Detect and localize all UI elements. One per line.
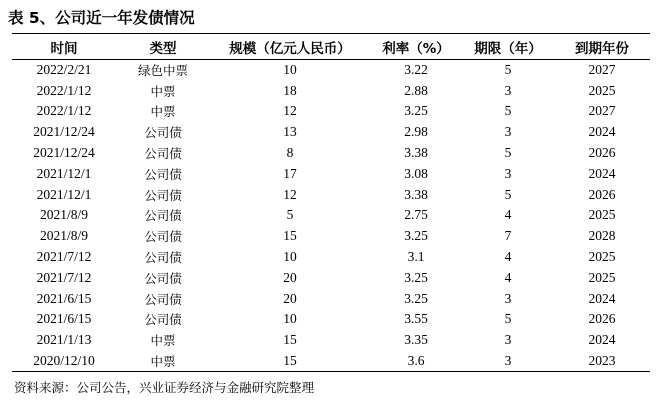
cell-size: 12	[283, 103, 297, 119]
cell-size: 5	[286, 207, 294, 223]
header-size: 规模（亿元人民币）	[229, 40, 351, 57]
cell-size: 10	[283, 249, 297, 265]
source-note: 资料来源：公司公告，兴业证券经济与金融研究院整理	[14, 380, 315, 395]
cell-rate: 3.08	[404, 165, 428, 181]
cell-type: 公司债	[144, 208, 182, 224]
cell-maturity: 2025	[588, 249, 616, 265]
cell-term: 4	[504, 269, 512, 285]
table-row	[12, 163, 650, 184]
cell-maturity: 2028	[588, 228, 616, 244]
table-body	[12, 60, 650, 372]
cell-rate: 3.55	[404, 311, 428, 327]
header-type: 类型	[149, 40, 177, 57]
cell-maturity: 2024	[588, 124, 616, 140]
cell-type: 中票	[150, 104, 176, 120]
cell-maturity: 2027	[588, 103, 616, 119]
cell-type: 中票	[150, 333, 176, 349]
cell-term: 5	[504, 62, 512, 78]
cell-size: 12	[283, 186, 297, 202]
cell-date: 2021/12/1	[36, 165, 92, 181]
cell-maturity: 2025	[588, 207, 616, 223]
cell-date: 2022/1/12	[36, 82, 92, 98]
cell-maturity: 2025	[588, 269, 616, 285]
cell-maturity: 2026	[588, 145, 616, 161]
cell-date: 2022/1/12	[36, 103, 92, 119]
cell-maturity: 2026	[588, 311, 616, 327]
cell-type: 绿色中票	[137, 63, 188, 79]
table-title: 表 5、公司近一年发债情况	[8, 9, 195, 27]
cell-term: 3	[504, 332, 512, 348]
cell-rate: 3.25	[404, 228, 428, 244]
cell-type: 公司债	[144, 187, 182, 203]
table-row	[12, 80, 650, 101]
cell-term: 7	[504, 228, 512, 244]
cell-type: 公司债	[144, 291, 182, 307]
cell-size: 15	[283, 352, 297, 368]
cell-rate: 3.38	[404, 145, 428, 161]
table-row	[12, 267, 650, 288]
cell-size: 20	[283, 269, 297, 285]
cell-rate: 3.25	[404, 103, 428, 119]
table-row	[12, 247, 650, 268]
cell-date: 2021/12/24	[33, 145, 95, 161]
table-row	[12, 143, 650, 164]
cell-type: 公司债	[144, 166, 182, 182]
header-maturity: 到期年份	[575, 40, 629, 57]
cell-rate: 2.98	[404, 124, 428, 140]
cell-rate: 3.38	[404, 186, 428, 202]
table-row	[12, 351, 650, 372]
table-row	[12, 184, 650, 205]
cell-size: 13	[283, 124, 297, 140]
cell-term: 4	[504, 249, 512, 265]
cell-term: 5	[504, 311, 512, 327]
cell-type: 公司债	[144, 312, 182, 328]
bond-issuance-table	[12, 33, 650, 372]
cell-date: 2021/7/12	[36, 269, 92, 285]
table-row	[12, 122, 650, 143]
cell-date: 2020/12/10	[33, 352, 95, 368]
cell-size: 18	[283, 82, 297, 98]
cell-maturity: 2026	[588, 186, 616, 202]
cell-term: 5	[504, 186, 512, 202]
cell-date: 2021/8/9	[39, 207, 88, 223]
cell-size: 15	[283, 228, 297, 244]
header-date: 时间	[50, 40, 78, 57]
cell-rate: 2.88	[404, 82, 428, 98]
cell-type: 公司债	[144, 270, 182, 286]
cell-type: 公司债	[144, 250, 182, 266]
cell-date: 2021/6/15	[36, 311, 92, 327]
cell-size: 10	[283, 311, 297, 327]
cell-date: 2021/6/15	[36, 290, 92, 306]
cell-type: 公司债	[144, 146, 182, 162]
table-row	[12, 101, 650, 122]
cell-rate: 2.75	[404, 207, 428, 223]
cell-size: 20	[283, 290, 297, 306]
table-row	[12, 226, 650, 247]
cell-size: 10	[283, 62, 297, 78]
cell-term: 5	[504, 145, 512, 161]
cell-date: 2021/7/12	[36, 249, 92, 265]
cell-maturity: 2023	[588, 352, 616, 368]
cell-date: 2021/12/1	[36, 186, 92, 202]
cell-size: 8	[286, 145, 294, 161]
cell-date: 2021/12/24	[33, 124, 95, 140]
cell-rate: 3.25	[404, 269, 428, 285]
table-row	[12, 309, 650, 330]
cell-size: 17	[283, 165, 297, 181]
cell-maturity: 2027	[588, 62, 616, 78]
cell-date: 2021/8/9	[39, 228, 88, 244]
cell-rate: 3.22	[404, 62, 428, 78]
table-row	[12, 205, 650, 226]
cell-rate: 3.6	[407, 352, 425, 368]
cell-rate: 3.1	[407, 249, 425, 265]
table-row	[12, 330, 650, 351]
cell-term: 3	[504, 352, 512, 368]
table-header-row	[12, 34, 650, 60]
cell-maturity: 2024	[588, 332, 616, 348]
header-rate: 利率（%）	[382, 40, 450, 57]
cell-term: 3	[504, 290, 512, 306]
cell-term: 5	[504, 103, 512, 119]
cell-term: 3	[504, 165, 512, 181]
cell-maturity: 2024	[588, 290, 616, 306]
cell-term: 3	[504, 124, 512, 140]
cell-type: 公司债	[144, 125, 182, 141]
cell-maturity: 2024	[588, 165, 616, 181]
cell-maturity: 2025	[588, 82, 616, 98]
table-row	[12, 60, 650, 81]
header-term: 期限（年）	[474, 40, 542, 57]
cell-date: 2021/1/13	[36, 332, 92, 348]
cell-term: 3	[504, 82, 512, 98]
cell-date: 2022/2/21	[36, 62, 92, 78]
cell-rate: 3.35	[404, 332, 428, 348]
cell-type: 中票	[150, 353, 176, 369]
cell-type: 中票	[150, 83, 176, 99]
cell-size: 15	[283, 332, 297, 348]
table-row	[12, 288, 650, 309]
cell-term: 4	[504, 207, 512, 223]
cell-type: 公司债	[144, 229, 182, 245]
cell-rate: 3.25	[404, 290, 428, 306]
